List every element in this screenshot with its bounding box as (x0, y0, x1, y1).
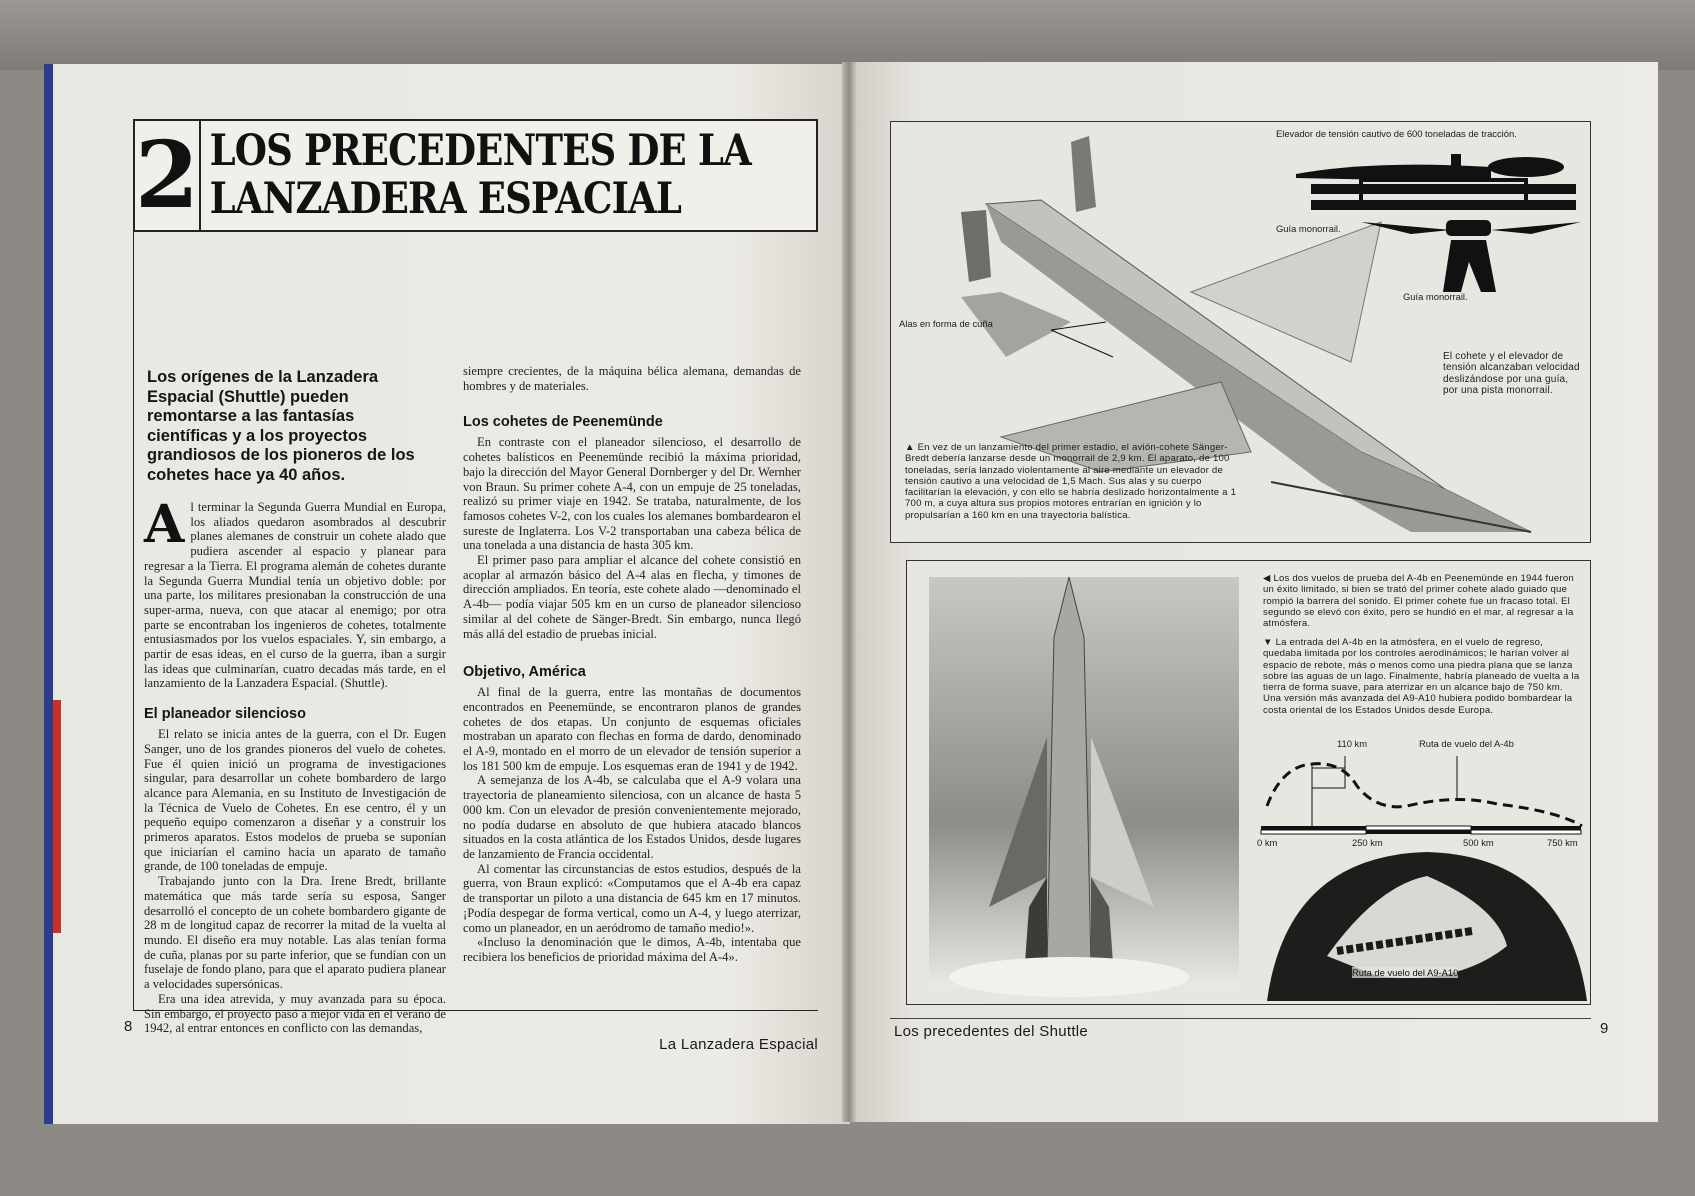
intro-lead: Los orígenes de la Lanzadera Espacial (Shuttle) pueden remontarse a las fantasías científicas y a los proyectos grandiosos de los pioneros de los cohetes hace ya 40 años. (147, 368, 415, 484)
label-a9-route: Ruta de vuelo del A9-A10 (1352, 967, 1459, 978)
opening-paragraph: Al terminar la Segunda Guerra Mundial en Europa, los aliados quedaron asombrados al descubrir planes alemanes de construir un cohete alado que pudiera ascender al espacio y planear para regresar a la Tierra. El programa alemán de cohetes durante la Segunda Guerra Mundial tenía un objetivo doble: por una parte, los militares presionaban la construcción de una super-arma, nueva, con que atacar al enemigo; por otra parte se encontraban los ingenieros de cohetes, totalmente entusiasmados por los vuelos espaciales. Y, sin embargo, a partir de esas ideas, en el curso de la guerra, iban a surgir las ideas que culminarían, cuatro decadas más tarde, en el lanzamiento de la Lanzadera Espacial. (Shuttle). (144, 494, 446, 691)
scale-tick: 500 km (1463, 837, 1494, 848)
caption-test-flights: ◀ Los dos vuelos de prueba del A-4b en Peenemünde en 1944 fueron un éxito limitado, si bien se trató del primer cohete alado guiado que rompió la barrera del sonido. El primer cohete fue un fracaso total. El segundo se elevó con éxito, pero se hundió en el mar, al regresar a la atmósfera. (1263, 573, 1574, 630)
paragraph: Trabajando junto con la Dra. Irene Bredt, brillante matemática que más tarde sería su esposa, Sanger desarrolló el concepto de un cohete bombardero gigante de 28 m de longitud capaz de recorrer la mitad de la vuelta al mundo. El diseño era muy notable. Las alas tenían forma de cuña, planas por su parte inferior, que se fundían con un fuselaje de fondo plano, para que el aparato pudiera planear a velocidades supersónicas. (144, 874, 446, 992)
paragraph: El relato se inicia antes de la guerra, con el Dr. Eugen Sanger, uno de los grandes pioneros del vuelo de cohetes. Fue él quien inició un programa de investigaciones singular, para desarrollar un cohete bombardero de largo alcance para Alemania, en su Instituto de Investigación de la Técnica de Vuelo de Cohetes. En ese centro, él y un pequeño equipo comenzaron a diseñar y a construir los primeros aparatos. Estos modelos de prueba se suponían que iniciarían el camino hacia un aparato de tamaño grande, de 100 toneladas de empuje. (144, 727, 446, 874)
monorail-side-diagram (1296, 154, 1576, 210)
chapter-title (201, 121, 751, 230)
running-footer-right: Los precedentes del Shuttle (894, 1023, 1089, 1040)
book-spine (842, 62, 856, 1122)
chapter-title-line: LOS PRECEDENTES DE LA (209, 126, 751, 176)
paragraph: El primer paso para ampliar el alcance del cohete consistió en acoplar al armazón básico del A-4 alas en flecha, y timones de dirección ampliados. En teoría, este cohete alado —denominado el A-4b— podía viajar 505 km en un curso de planeador silencioso similar al del cohete de Sänger-Bredt. Sin embargo, nunca llegó más allá del estadio de pruebas inicial. (463, 553, 801, 641)
page-number-left: 8 (124, 1018, 133, 1035)
paragraph: Al comentar las circunstancias de estos estudios, después de la guerra, von Braun explicó: «Computamos que el A-4b era capaz de transportar un piloto a una distancia de 645 km en 17 minutos. ¡Podía despegar de forma vertical, como un A-4, y luego aterrizar, como un planeador, en un aeródromo de tamaño medio!». (463, 861, 801, 935)
a4b-rocket-photo (929, 577, 1255, 1022)
cover-edge-blue (44, 64, 53, 1124)
a4b-flight-path (1267, 764, 1582, 826)
caption-reentry: ▼ La entrada del A-4b en la atmósfera, en el vuelo de regreso, quedaba limitada por los controles aerodinámicos; le harían volver al espacio de rebote, más o menos como una piedra plana que se lanza sobre las aguas de un lago. Finalmente, habría planeado de vuelta a la tierra de forma suave, para aterrizar en un alcance bajo de 750 km. Una versión más avanzada del A9-A10 hubiera podido bombardear la costa oriental de los Estados Unidos desde Europa. (1263, 637, 1580, 716)
label-monorail: Guía monorrail. (1403, 291, 1468, 302)
cover-edge-red (53, 64, 61, 1124)
side-note: El cohete y el elevador de tensión alcanzaban velocidad deslizándose por una guía, por una pista monorrail. (1443, 351, 1580, 396)
label-monorail: Guía monorrail. (1276, 223, 1341, 234)
label-elevator: Elevador de tensión cautivo de 600 toneladas de tracción. (1276, 128, 1517, 139)
chapter-number: 2 (135, 121, 200, 229)
scale-tick: 750 km (1547, 837, 1578, 848)
chapter-title-box (133, 119, 818, 232)
section-heading: El planeador silencioso (144, 706, 306, 723)
scale-tick: 0 km (1257, 837, 1278, 848)
text-column-1 (144, 494, 446, 1036)
paragraph: Era una idea atrevida, y muy avanzada para su época. Sin embargo, el proyecto pasó a mejor vida en el verano de 1942, al entrar entonces en conflicto con las demandas, (144, 991, 446, 1036)
triangle-left-icon: ◀ (1263, 573, 1271, 584)
scale-tick: 250 km (1352, 837, 1383, 848)
section-heading: Los cohetes de Peenemünde (463, 414, 663, 431)
footer-rule (890, 1018, 1591, 1019)
figure-caption: ▲ En vez de un lanzamiento del primer estadio, el avión-cohete Sänger-Bredt debería lanzarse desde un monorrail de 2,9 km. El aparato, de 100 toneladas, sería lanzado violentamente al aire mediante un elevador de tensión cautivo a una velocidad de 1,5 Mach. Sus alas y su cuerpo facilitarían la elevación, y con ello se habría deslizado horizontalmente a 1 700 m, a cuya altura sus propios motores entrarían en ignición y lo propulsarían a 160 km en una trayectoria balística. (905, 442, 1237, 521)
text-column-2 (463, 364, 801, 965)
chapter-title-line: LANZADERA ESPACIAL (209, 174, 682, 224)
paragraph: A semejanza de los A-4b, se calculaba que el A-9 volara una trayectoria de planeamiento silenciosa, con un alcance de hasta 5 000 km. Con un elevador de presión convenientemente mejorado, no podía dudarse en absoluto de que hubiera atacado blancos situados en la costa atlántica de los Estados Unidos, desde lugares de lanzamiento de Francia occidental. (463, 773, 801, 861)
label-altitude: 110 km (1337, 738, 1368, 749)
background (0, 0, 1695, 70)
paragraph: En contraste con el planeador silencioso, el desarrollo de cohetes balísticos en Peenemünde recibió la máxima prioridad, bajo la dirección del Mayor General Dornberger y del Dr. Wernher von Braun. Su primer cohete A-4, con un empuje de 25 toneladas, realizó su primer viaje en 1942. Se trataba, naturalmente, de los famosos cohetes V-2, con los cuales los alemanes bombardearon el sureste de Inglaterra. Los V-2 transportaban una cabeza bélica de una tonelada a una distancia de hasta 305 km. (463, 435, 801, 553)
page-number-right: 9 (1600, 1020, 1609, 1037)
drop-cap: A (144, 494, 185, 555)
paragraph-continuation: siempre crecientes, de la máquina bélica alemana, demandas de hombres y de materiales. (463, 364, 801, 393)
a4b-figure (906, 560, 1591, 1005)
running-footer-left: La Lanzadera Espacial (659, 1036, 818, 1053)
label-wings: Alas en forma de cuña (899, 318, 993, 329)
label-a4b-route: Ruta de vuelo del A-4b (1419, 738, 1514, 749)
monorail-front-diagram (1361, 220, 1581, 292)
paragraph: Al final de la guerra, entre las montañas de documentos encontrados en Peenemünde, se encontraron planos de grandes cohetes de dos etapas. Un conjunto de esquemas oficiales mostraban un aparato con flechas en forma de dardo, denominado el A-9, montado en el morro de un elevador de tensión superior a los 181 500 km de empuje. Los esquemas eran de 1941 y de 1942. (463, 685, 801, 773)
triangle-up-icon: ▲ (905, 442, 915, 453)
section-heading: Objetivo, América (463, 664, 586, 681)
sanger-bredt-figure (890, 121, 1591, 543)
triangle-down-icon: ▼ (1263, 637, 1273, 648)
paragraph: «Incluso la denominación que le dimos, A-4b, intentaba que recibiera los beneficios de prioridad máxima del A-4». (463, 935, 801, 964)
